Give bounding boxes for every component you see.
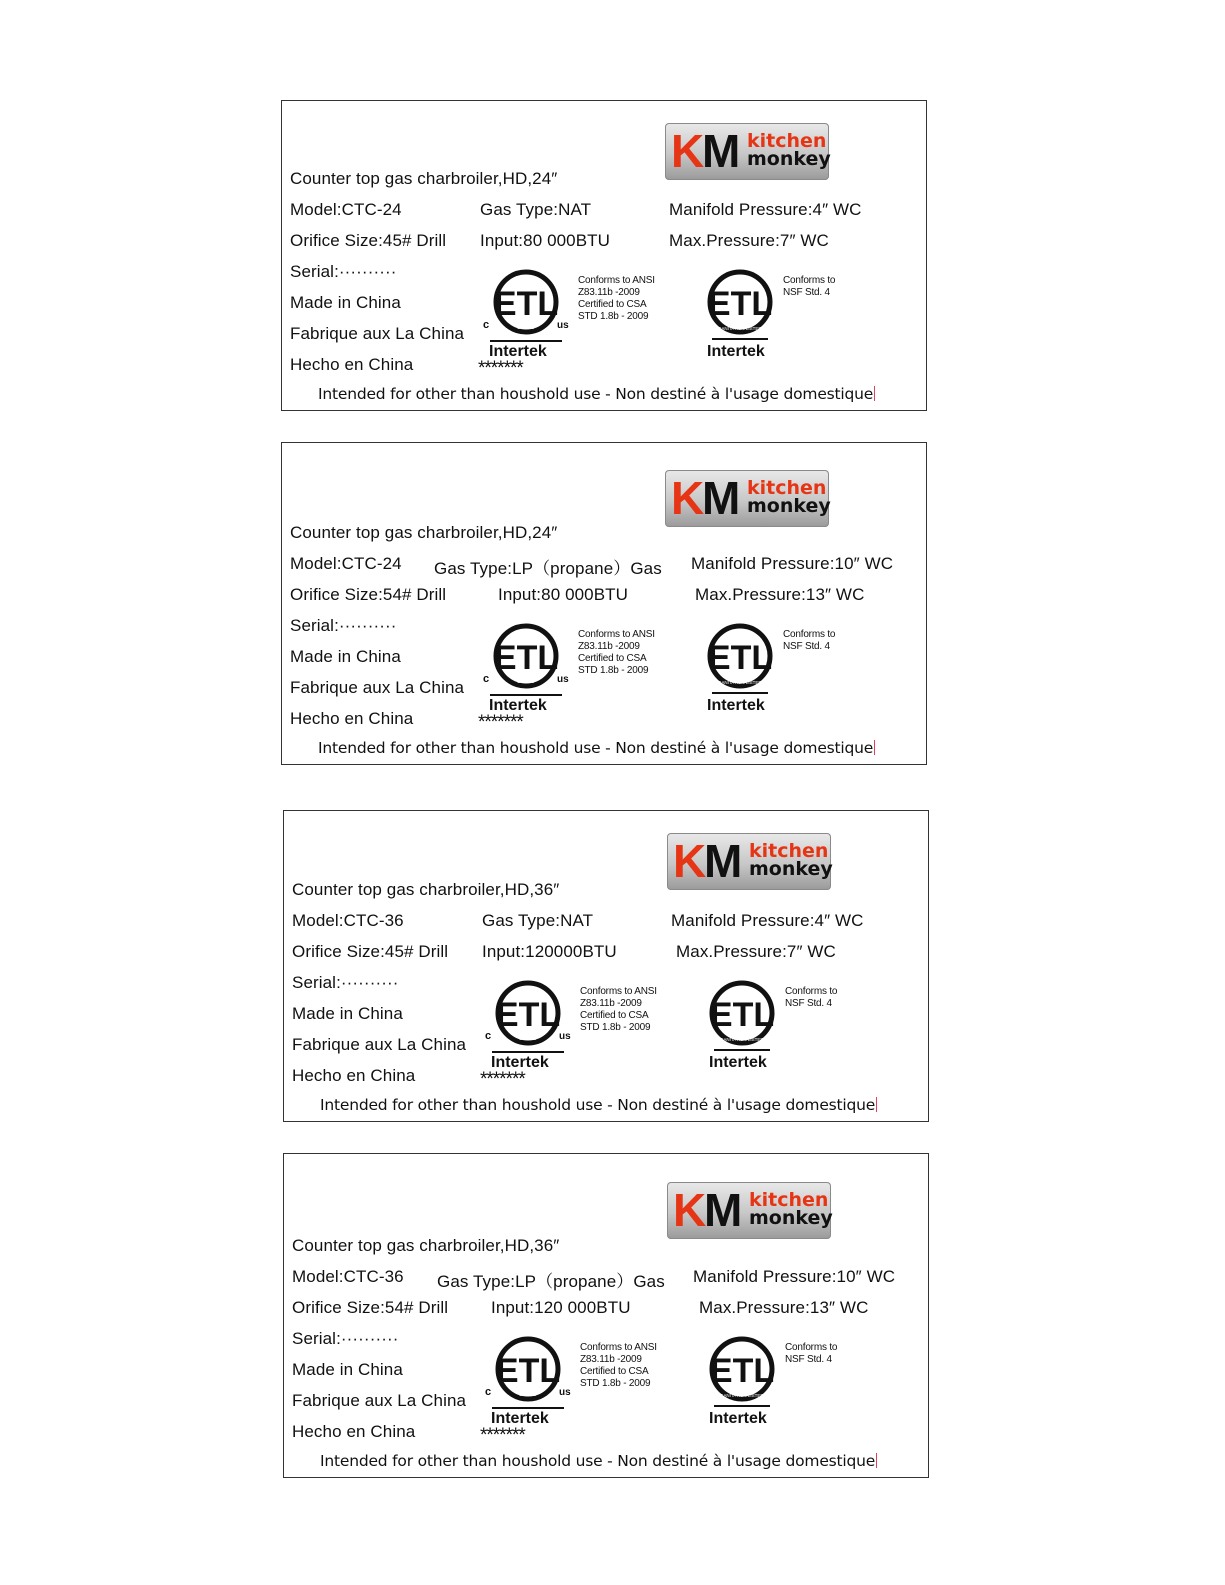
footer-usage-note	[320, 1096, 877, 1114]
rating-label	[283, 810, 929, 1122]
svg-text:us: us	[557, 674, 569, 685]
kitchen-monkey-logo	[667, 1182, 831, 1239]
orifice-size-text: Orifice Size:45# Drill	[292, 942, 449, 961]
made-in-text: Made in China	[290, 293, 401, 312]
intertek-text: Intertek	[489, 697, 547, 714]
gas-type-text: Gas Type:NAT	[482, 911, 594, 930]
etl-listed-icon	[478, 269, 573, 347]
footer-text: Intended for other than houshold use - Non destiné à l'usage domestique	[320, 1452, 876, 1470]
fabrique-text: Fabrique aux La China	[290, 324, 465, 343]
model-text: Model:CTC-24	[290, 554, 402, 573]
logo-k-letter: K	[673, 1184, 704, 1236]
etl-listed-icon	[478, 623, 573, 701]
svg-text:c: c	[485, 1386, 492, 1398]
etl-listed-icon	[480, 1336, 575, 1414]
svg-text:SANITATION LISTED: SANITATION LISTED	[720, 1037, 764, 1042]
svg-text:ETL: ETL	[707, 639, 773, 677]
stars-text: *******	[480, 1069, 525, 1090]
hecho-text: Hecho en China	[290, 355, 414, 374]
product-title: Counter top gas charbroiler,HD,36″	[292, 1236, 560, 1255]
manifold-pressure-text: Manifold Pressure:10″ WC	[693, 1267, 896, 1286]
made-in-text: Made in China	[292, 1360, 403, 1379]
kitchen-monkey-logo	[665, 123, 829, 180]
intertek-text: Intertek	[707, 343, 765, 360]
made-in-text: Made in China	[292, 1004, 403, 1023]
max-pressure-text: Max.Pressure:13″ WC	[699, 1298, 869, 1317]
logo-monkey-word: monkey	[747, 495, 831, 517]
logo-monkey-word: monkey	[747, 148, 831, 170]
intertek-text: Intertek	[491, 1410, 549, 1427]
ansi-conformance-note: Conforms to ANSI Z83.11b -2009 Certified to CSA STD 1.8b - 2009	[578, 629, 655, 676]
logo-m-letter: M	[702, 125, 741, 177]
stars-text: *******	[478, 358, 523, 379]
svg-text:us: us	[557, 320, 569, 331]
product-title: Counter top gas charbroiler,HD,24″	[290, 523, 558, 542]
svg-text:ETL: ETL	[707, 285, 773, 323]
input-text: Input:120000BTU	[482, 942, 617, 961]
fabrique-text: Fabrique aux La China	[292, 1391, 467, 1410]
fabrique-text: Fabrique aux La China	[290, 678, 465, 697]
text-cursor	[874, 386, 875, 401]
svg-text:ETL: ETL	[709, 996, 775, 1034]
svg-text:SANITATION LISTED: SANITATION LISTED	[718, 326, 762, 331]
logo-k-letter: K	[671, 125, 702, 177]
footer-usage-note	[320, 1452, 877, 1470]
logo-kitchen-word: kitchen	[747, 130, 827, 152]
max-pressure-text: Max.Pressure:7″ WC	[669, 231, 829, 250]
svg-text:c: c	[483, 319, 490, 331]
max-pressure-text: Max.Pressure:7″ WC	[676, 942, 836, 961]
serial-text: Serial:··········	[290, 616, 397, 635]
stars-text: *******	[480, 1425, 525, 1446]
made-in-text: Made in China	[290, 647, 401, 666]
svg-text:us: us	[559, 1031, 571, 1042]
logo-k-letter: K	[673, 835, 704, 887]
svg-text:LISTED: LISTED	[517, 325, 535, 331]
logo-m-letter: M	[702, 472, 741, 524]
svg-text:us: us	[559, 1387, 571, 1398]
svg-text:ETL: ETL	[709, 1352, 775, 1390]
input-text: Input:80 000BTU	[498, 585, 629, 604]
nsf-conformance-note: Conforms to NSF Std. 4	[785, 1342, 838, 1365]
logo-m-letter: M	[704, 1184, 743, 1236]
serial-text: Serial:··········	[292, 973, 399, 992]
logo-k-letter: K	[671, 472, 702, 524]
rating-label	[283, 1153, 929, 1478]
logo-kitchen-word: kitchen	[749, 1189, 829, 1211]
hecho-text: Hecho en China	[292, 1066, 416, 1085]
etl-sanitation-icon	[706, 269, 776, 343]
model-text: Model:CTC-24	[290, 200, 402, 219]
model-text: Model:CTC-36	[292, 1267, 404, 1286]
intertek-text: Intertek	[491, 1054, 549, 1071]
intertek-text: Intertek	[709, 1054, 767, 1071]
svg-text:ETL: ETL	[493, 639, 559, 677]
rating-label	[281, 100, 927, 411]
rating-label	[281, 442, 927, 765]
kitchen-monkey-logo	[665, 470, 829, 527]
svg-text:SANITATION LISTED: SANITATION LISTED	[720, 1393, 764, 1398]
orifice-size-text: Orifice Size:54# Drill	[292, 1298, 449, 1317]
max-pressure-text: Max.Pressure:13″ WC	[695, 585, 865, 604]
orifice-size-text: Orifice Size:45# Drill	[290, 231, 447, 250]
intertek-text: Intertek	[707, 697, 765, 714]
serial-text: Serial:··········	[290, 262, 397, 281]
manifold-pressure-text: Manifold Pressure:10″ WC	[691, 554, 894, 573]
svg-text:SANITATION LISTED: SANITATION LISTED	[718, 680, 762, 685]
footer-usage-note	[318, 739, 875, 757]
footer-usage-note	[318, 385, 875, 403]
text-cursor	[874, 740, 875, 755]
gas-type-text: Gas Type:NAT	[480, 200, 592, 219]
product-title: Counter top gas charbroiler,HD,36″	[292, 880, 560, 899]
etl-sanitation-icon	[708, 980, 778, 1054]
hecho-text: Hecho en China	[292, 1422, 416, 1441]
model-text: Model:CTC-36	[292, 911, 404, 930]
svg-text:c: c	[483, 673, 490, 685]
nsf-conformance-note: Conforms to NSF Std. 4	[785, 986, 838, 1009]
hecho-text: Hecho en China	[290, 709, 414, 728]
fabrique-text: Fabrique aux La China	[292, 1035, 467, 1054]
stars-text: *******	[478, 712, 523, 733]
etl-sanitation-icon	[708, 1336, 778, 1410]
logo-kitchen-word: kitchen	[747, 477, 827, 499]
intertek-text: Intertek	[489, 343, 547, 360]
product-title: Counter top gas charbroiler,HD,24″	[290, 169, 558, 188]
svg-text:ETL: ETL	[493, 285, 559, 323]
nsf-conformance-note: Conforms to NSF Std. 4	[783, 629, 836, 652]
svg-text:LISTED: LISTED	[519, 1036, 537, 1042]
logo-kitchen-word: kitchen	[749, 840, 829, 862]
text-cursor	[876, 1453, 877, 1468]
ansi-conformance-note: Conforms to ANSI Z83.11b -2009 Certified to CSA STD 1.8b - 2009	[580, 1342, 657, 1389]
svg-text:ETL: ETL	[495, 996, 561, 1034]
footer-text: Intended for other than houshold use - Non destiné à l'usage domestique	[320, 1096, 876, 1114]
gas-type-text: Gas Type:LP（propane）Gas	[434, 559, 662, 578]
orifice-size-text: Orifice Size:54# Drill	[290, 585, 447, 604]
etl-listed-icon	[480, 980, 575, 1058]
manifold-pressure-text: Manifold Pressure:4″ WC	[669, 200, 862, 219]
input-text: Input:80 000BTU	[480, 231, 611, 250]
intertek-text: Intertek	[709, 1410, 767, 1427]
logo-monkey-word: monkey	[749, 1207, 833, 1229]
svg-text:ETL: ETL	[495, 1352, 561, 1390]
footer-text: Intended for other than houshold use - Non destiné à l'usage domestique	[318, 385, 874, 403]
kitchen-monkey-logo	[667, 833, 831, 890]
manifold-pressure-text: Manifold Pressure:4″ WC	[671, 911, 864, 930]
gas-type-text: Gas Type:LP（propane）Gas	[437, 1272, 665, 1291]
text-cursor	[876, 1097, 877, 1112]
svg-text:c: c	[485, 1030, 492, 1042]
logo-monkey-word: monkey	[749, 858, 833, 880]
svg-text:LISTED: LISTED	[519, 1392, 537, 1398]
footer-text: Intended for other than houshold use - Non destiné à l'usage domestique	[318, 739, 874, 757]
serial-text: Serial:··········	[292, 1329, 399, 1348]
ansi-conformance-note: Conforms to ANSI Z83.11b -2009 Certified to CSA STD 1.8b - 2009	[578, 275, 655, 322]
logo-m-letter: M	[704, 835, 743, 887]
etl-sanitation-icon	[706, 623, 776, 697]
svg-text:LISTED: LISTED	[517, 679, 535, 685]
ansi-conformance-note: Conforms to ANSI Z83.11b -2009 Certified to CSA STD 1.8b - 2009	[580, 986, 657, 1033]
input-text: Input:120 000BTU	[491, 1298, 631, 1317]
nsf-conformance-note: Conforms to NSF Std. 4	[783, 275, 836, 298]
